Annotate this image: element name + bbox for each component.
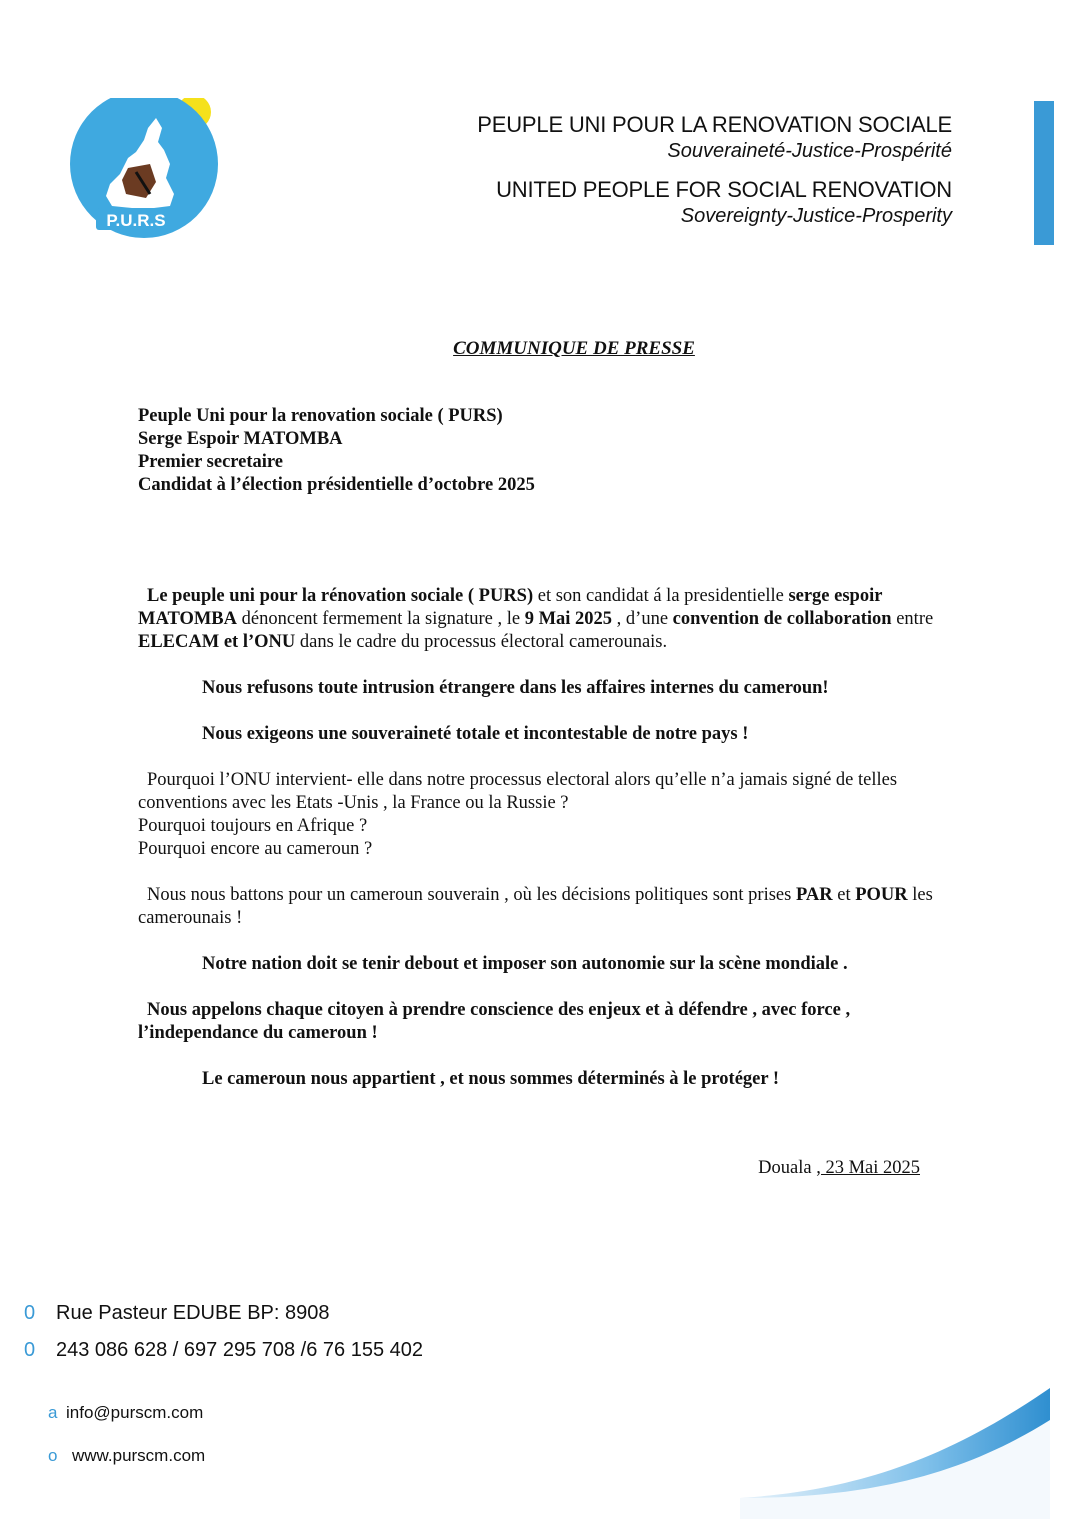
sender-block	[138, 405, 535, 497]
address-text: Rue Pasteur EDUBE BP: 8908	[56, 1302, 330, 1324]
phone-icon: 0	[24, 1339, 36, 1361]
question-africa: Pourquoi toujours en Afrique ?	[138, 816, 368, 836]
document-body	[138, 585, 950, 1091]
statement-belongs: Le cameroun nous appartient , et nous sommes déterminés à le protéger !	[202, 1069, 780, 1089]
footer-wave-decoration	[720, 1380, 1080, 1519]
question-cameroon: Pourquoi encore au cameroun ?	[138, 839, 373, 859]
org-name-en: UNITED PEOPLE FOR SOCIAL RENOVATION	[496, 177, 952, 202]
sender-line: Candidat à l’élection présidentielle d’octobre 2025	[138, 475, 535, 495]
phones-text: 243 086 628 / 697 295 708 /6 76 155 402	[56, 1339, 424, 1361]
statement-refusal: Nous refusons toute intrusion étrangere dans les affaires internes du cameroun!	[202, 678, 829, 698]
website-link[interactable]: www.purscm.com	[72, 1446, 206, 1465]
org-name-fr: PEUPLE UNI POUR LA RENOVATION SOCIALE	[477, 112, 952, 137]
purs-logo	[66, 98, 226, 238]
footer-website	[48, 1446, 205, 1466]
document-title: COMMUNIQUE DE PRESSE	[453, 338, 695, 359]
signature-place: Douala	[758, 1158, 817, 1178]
signature-line	[758, 1158, 920, 1179]
statement-nation: Notre nation doit se tenir debout et imposer son autonomie sur la scène mondiale .	[202, 954, 848, 974]
web-icon: o	[48, 1446, 58, 1465]
sender-line: Peuple Uni pour la renovation sociale ( PURS)	[138, 406, 503, 426]
email-link[interactable]: info@purscm.com	[66, 1403, 204, 1422]
header-accent-bar	[1034, 101, 1054, 245]
motto-fr: Souveraineté-Justice-Prospérité	[667, 140, 952, 162]
motto-en: Sovereignty-Justice-Prosperity	[680, 205, 952, 227]
sender-line: Serge Espoir MATOMBA	[138, 429, 343, 449]
statement-call: Nous appelons chaque citoyen à prendre conscience des enjeux et à défendre , avec force , l’independance du cameroun !	[138, 1000, 851, 1043]
statement-sovereignty: Nous exigeons une souveraineté totale et incontestable de notre pays !	[202, 724, 749, 744]
email-icon: a	[48, 1403, 58, 1422]
org-header	[477, 112, 952, 228]
address-icon: 0	[24, 1302, 36, 1324]
footer-email	[48, 1403, 203, 1423]
logo-text: P.U.R.S	[106, 211, 166, 230]
footer-address	[24, 1302, 329, 1325]
footer-phones	[24, 1339, 423, 1362]
paragraph-fight: Nous nous battons pour un cameroun souverain , où les décisions politiques sont prises PAR et POUR les camerounais !	[138, 885, 933, 928]
signature-date: , 23 Mai 2025	[816, 1158, 920, 1178]
sender-line: Premier secretaire	[138, 452, 284, 472]
paragraph-intro: Le peuple uni pour la rénovation sociale ( PURS) et son candidat á la presidentielle serge espoir MATOMBA dénoncent fermement la signature , le 9 Mai 2025 , d’une convention de collaboration entre ELECAM et l’ONU dans le cadre du processus électoral camerounais.	[138, 586, 934, 652]
question-onu: Pourquoi l’ONU intervient- elle dans notre processus electoral alors qu’elle n’a jamais signé de telles conventions avec les Etats -Unis , la France ou la Russie ?	[138, 770, 898, 813]
